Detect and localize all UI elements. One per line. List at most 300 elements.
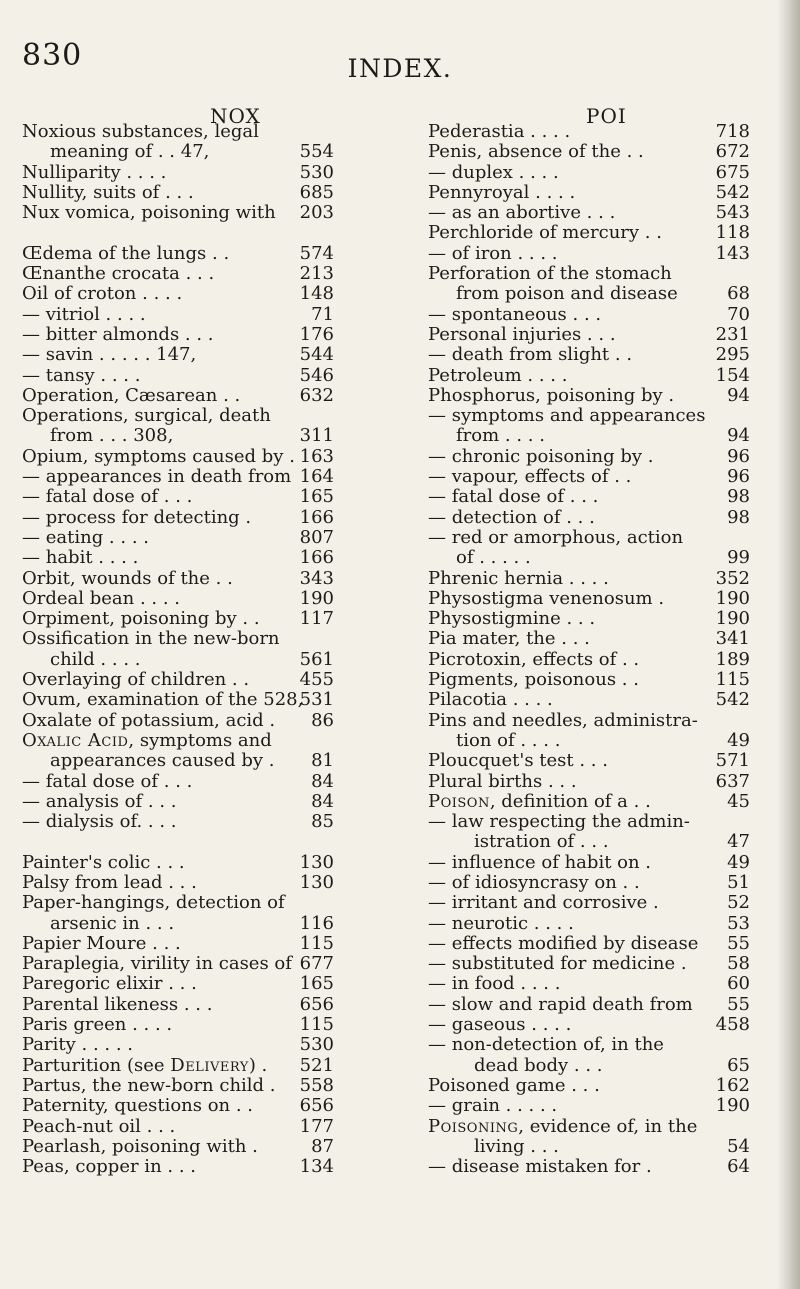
- index-entry: [22, 893, 334, 913]
- entry-page: 231: [715, 323, 750, 345]
- right-index-column: [428, 122, 750, 1177]
- entry-text: Phrenic hernia . . . .: [428, 567, 609, 589]
- index-entry: [428, 711, 750, 731]
- entry-page: 685: [299, 181, 334, 203]
- entry-page: 49: [727, 851, 750, 873]
- entry-page: 189: [715, 648, 750, 670]
- entry-text: — appearances in death from: [22, 466, 292, 488]
- entry-page: 55: [727, 932, 750, 954]
- index-entry: [428, 386, 750, 406]
- entry-page: 81: [311, 750, 334, 772]
- entry-text: Perforation of the stomach: [428, 263, 672, 285]
- index-entry: [428, 893, 750, 913]
- entry-page: 134: [299, 1156, 334, 1178]
- entry-text: Pilacotia . . . .: [428, 689, 553, 711]
- entry-page: 85: [311, 811, 334, 833]
- entry-page: 70: [727, 303, 750, 325]
- entry-text: — neurotic . . . .: [428, 912, 574, 934]
- entry-page: 55: [727, 993, 750, 1015]
- entry-page: 574: [299, 242, 334, 264]
- index-entry: [22, 609, 334, 629]
- entry-text: — slow and rapid death from: [428, 993, 693, 1015]
- index-entry: [428, 772, 750, 792]
- index-entry: [428, 1056, 750, 1076]
- index-entry: [22, 772, 334, 792]
- index-entry: [428, 934, 750, 954]
- index-entry: [428, 609, 750, 629]
- entry-text: — savin . . . . . 147,: [22, 344, 197, 366]
- entry-text: Ploucquet's test . . .: [428, 750, 608, 772]
- entry-text: Ossification in the new-born: [22, 628, 280, 650]
- left-column-head: NOX: [210, 104, 261, 128]
- entry-page: 542: [715, 689, 750, 711]
- entry-page: 554: [299, 141, 334, 163]
- index-entry: [428, 203, 750, 223]
- index-entry: [22, 122, 334, 142]
- entry-page: 718: [715, 121, 750, 142]
- entry-page: 64: [727, 1156, 750, 1178]
- entry-text: Pins and needles, administra-: [428, 709, 698, 731]
- index-entry: [428, 305, 750, 325]
- entry-text: Phosphorus, poisoning by .: [428, 384, 675, 406]
- entry-text: Orbit, wounds of the . .: [22, 567, 233, 589]
- page-edge-shadow: [778, 0, 800, 1289]
- index-entry: [428, 548, 750, 568]
- index-entry: [428, 670, 750, 690]
- entry-text: Parity . . . . .: [22, 1034, 134, 1056]
- index-entry: [428, 690, 750, 710]
- index-entry: [22, 528, 334, 548]
- entry-page: 71: [311, 303, 334, 325]
- index-entry: [22, 325, 334, 345]
- entry-page: 52: [727, 892, 750, 914]
- index-entry: [22, 670, 334, 690]
- entry-text: appearances caused by .: [50, 750, 275, 772]
- entry-page: 47: [727, 831, 750, 853]
- index-entry: [22, 508, 334, 528]
- entry-page: 546: [299, 364, 334, 386]
- entry-page: 164: [299, 466, 334, 488]
- entry-text: Penis, absence of the . .: [428, 141, 644, 163]
- entry-page: 543: [715, 202, 750, 224]
- entry-text: — fatal dose of . . .: [428, 486, 599, 508]
- index-entry: [428, 589, 750, 609]
- entry-text: Oxalate of potassium, acid .: [22, 709, 276, 731]
- index-entry: [22, 589, 334, 609]
- index-entry: [428, 447, 750, 467]
- index-entry: [428, 366, 750, 386]
- index-entry: [428, 792, 750, 812]
- entry-text: Papier Moure . . .: [22, 932, 181, 954]
- entry-text: Physostigmine . . .: [428, 608, 596, 630]
- entry-text: Oxalic Acid, symptoms and: [22, 729, 272, 751]
- entry-page: 166: [299, 547, 334, 569]
- index-entry: [428, 264, 750, 284]
- entry-page: 544: [299, 344, 334, 366]
- index-entry: [428, 832, 750, 852]
- index-entry: [22, 711, 334, 731]
- entry-page: 130: [299, 871, 334, 893]
- entry-text: Orpiment, poisoning by . .: [22, 608, 260, 630]
- entry-text: — eating . . . .: [22, 526, 149, 548]
- entry-text: — influence of habit on .: [428, 851, 652, 873]
- entry-text: — bitter almonds . . .: [22, 323, 214, 345]
- entry-text: — process for detecting .: [22, 506, 252, 528]
- entry-text: — tansy . . . .: [22, 364, 141, 386]
- entry-page: 165: [299, 973, 334, 995]
- index-entry: [22, 142, 334, 162]
- entry-text: Operation, Cæsarean . .: [22, 384, 241, 406]
- entry-page: 656: [299, 1095, 334, 1117]
- entry-text: — vitriol . . . .: [22, 303, 146, 325]
- index-entry: [428, 812, 750, 832]
- index-entry: [428, 731, 750, 751]
- index-entry: [22, 690, 334, 710]
- entry-text: — detection of . . .: [428, 506, 595, 528]
- index-entry: [428, 1117, 750, 1137]
- entry-page: 165: [299, 486, 334, 508]
- entry-page: 99: [727, 547, 750, 569]
- entry-text: Personal injuries . . .: [428, 323, 616, 345]
- entry-page: 455: [299, 669, 334, 691]
- index-entry: [22, 487, 334, 507]
- entry-text: — symptoms and appearances: [428, 405, 706, 427]
- index-entry: [22, 812, 334, 832]
- index-entry: [22, 914, 334, 934]
- entry-page: 190: [715, 587, 750, 609]
- entry-text: from poison and disease: [456, 283, 678, 305]
- entry-page: 656: [299, 993, 334, 1015]
- entry-text: — irritant and corrosive .: [428, 892, 659, 914]
- entry-text: — analysis of . . .: [22, 790, 177, 812]
- entry-text: Œnanthe crocata . . .: [22, 263, 215, 285]
- entry-page: 51: [727, 871, 750, 893]
- entry-page: 60: [727, 973, 750, 995]
- entry-text: — disease mistaken for .: [428, 1156, 652, 1178]
- index-entry: [428, 122, 750, 142]
- index-entry: [22, 163, 334, 183]
- entry-page: 143: [715, 242, 750, 264]
- entry-page: 190: [299, 587, 334, 609]
- entry-page: 84: [311, 790, 334, 812]
- entry-page: 96: [727, 445, 750, 467]
- running-head: INDEX.: [347, 54, 453, 83]
- entry-page: 558: [299, 1074, 334, 1096]
- right-column-head: POI: [586, 104, 627, 128]
- entry-text: Parturition (see Delivery) .: [22, 1054, 268, 1076]
- index-entry: [22, 467, 334, 487]
- entry-text: Pennyroyal . . . .: [428, 181, 576, 203]
- entry-text: Pederastia . . . .: [428, 121, 571, 142]
- index-entry: [428, 345, 750, 365]
- index-entry: [22, 1137, 334, 1157]
- index-entry: [22, 650, 334, 670]
- index-entry: [22, 629, 334, 649]
- entry-text: Overlaying of children . .: [22, 669, 250, 691]
- entry-page: 542: [715, 181, 750, 203]
- entry-page: 531: [299, 689, 334, 711]
- entry-page: 632: [299, 384, 334, 406]
- index-entry: [428, 528, 750, 548]
- entry-page: 341: [715, 628, 750, 650]
- entry-text: — effects modified by disease: [428, 932, 699, 954]
- entry-text: Ovum, examination of the 528,: [22, 689, 304, 711]
- entry-page: 98: [727, 486, 750, 508]
- entry-text: Pigments, poisonous . .: [428, 669, 639, 691]
- index-entry: [428, 1096, 750, 1116]
- entry-text: — red or amorphous, action: [428, 526, 684, 548]
- index-entry: [428, 406, 750, 426]
- entry-text: Picrotoxin, effects of . .: [428, 648, 640, 670]
- index-entry: [22, 792, 334, 812]
- index-entry: [22, 406, 334, 426]
- entry-page: 96: [727, 466, 750, 488]
- index-entry: [428, 1076, 750, 1096]
- index-entry: [428, 467, 750, 487]
- index-entry: [22, 751, 334, 771]
- entry-page: 54: [727, 1135, 750, 1157]
- entry-text: — spontaneous . . .: [428, 303, 602, 325]
- entry-page: 98: [727, 506, 750, 528]
- entry-text: — of iron . . . .: [428, 242, 558, 264]
- entry-text: Nullity, suits of . . .: [22, 181, 194, 203]
- entry-page: 176: [299, 323, 334, 345]
- entry-text: — law respecting the admin-: [428, 811, 690, 833]
- index-entry: [428, 1137, 750, 1157]
- index-entry: [22, 203, 334, 223]
- entry-text: istration of . . .: [474, 831, 609, 853]
- index-entry: [22, 731, 334, 751]
- entry-page: 675: [715, 161, 750, 183]
- entry-page: 68: [727, 283, 750, 305]
- entry-text: Plural births . . .: [428, 770, 577, 792]
- index-entry: [428, 1035, 750, 1055]
- entry-page: 94: [727, 384, 750, 406]
- entry-page: 86: [311, 709, 334, 731]
- entry-page: 177: [299, 1115, 334, 1137]
- index-entry: [428, 183, 750, 203]
- index-entry: [22, 569, 334, 589]
- entry-page: 677: [299, 953, 334, 975]
- entry-page: 521: [299, 1054, 334, 1076]
- index-entry: [22, 284, 334, 304]
- entry-text: tion of . . . .: [456, 729, 561, 751]
- index-entry: [428, 569, 750, 589]
- entry-page: 94: [727, 425, 750, 447]
- entry-page: 115: [299, 932, 334, 954]
- index-entry: [22, 426, 334, 446]
- index-entry: [428, 995, 750, 1015]
- index-entry: [22, 366, 334, 386]
- entry-page: 166: [299, 506, 334, 528]
- entry-text: — vapour, effects of . .: [428, 466, 632, 488]
- index-entry: [22, 548, 334, 568]
- entry-text: Pia mater, the . . .: [428, 628, 590, 650]
- index-entry: [428, 163, 750, 183]
- entry-page: 163: [299, 445, 334, 467]
- entry-text: Poisoned game . . .: [428, 1074, 600, 1096]
- entry-page: 295: [715, 344, 750, 366]
- entry-page: 352: [715, 567, 750, 589]
- entry-text: Noxious substances, legal: [22, 121, 259, 142]
- index-entry: [428, 650, 750, 670]
- entry-text: — death from slight . .: [428, 344, 633, 366]
- entry-text: arsenic in . . .: [50, 912, 175, 934]
- entry-text: — in food . . . .: [428, 973, 561, 995]
- index-entry: [22, 1076, 334, 1096]
- entry-text: child . . . .: [50, 648, 141, 670]
- index-entry: [22, 954, 334, 974]
- entry-page: 530: [299, 161, 334, 183]
- entry-text: — gaseous . . . .: [428, 1014, 572, 1036]
- entry-text: — habit . . . .: [22, 547, 139, 569]
- index-entry: [428, 487, 750, 507]
- entry-page: 116: [299, 912, 334, 934]
- entry-page: 343: [299, 567, 334, 589]
- entry-page: 115: [299, 1014, 334, 1036]
- entry-page: 637: [715, 770, 750, 792]
- entry-text: Œdema of the lungs . .: [22, 242, 230, 264]
- entry-page: 53: [727, 912, 750, 934]
- entry-text: living . . .: [474, 1135, 559, 1157]
- index-entry: [22, 244, 334, 264]
- entry-text: Oil of croton . . . .: [22, 283, 183, 305]
- entry-text: Paregoric elixir . . .: [22, 973, 197, 995]
- index-entry: [428, 325, 750, 345]
- entry-text: Painter's colic . . .: [22, 851, 185, 873]
- index-entry: [22, 447, 334, 467]
- index-entry: [428, 223, 750, 243]
- index-entry: [428, 284, 750, 304]
- entry-page: 672: [715, 141, 750, 163]
- entry-text: Ordeal bean . . . .: [22, 587, 181, 609]
- entry-page: 458: [715, 1014, 750, 1036]
- index-entry: [428, 244, 750, 264]
- entry-text: Nux vomica, poisoning with: [22, 202, 276, 224]
- index-entry: [428, 751, 750, 771]
- index-entry: [22, 386, 334, 406]
- entry-page: 117: [299, 608, 334, 630]
- entry-page: 130: [299, 851, 334, 873]
- entry-text: Poisoning, evidence of, in the: [428, 1115, 698, 1137]
- entry-page: 530: [299, 1034, 334, 1056]
- entry-page: 65: [727, 1054, 750, 1076]
- entry-page: 49: [727, 729, 750, 751]
- entry-text: Opium, symptoms caused by .: [22, 445, 295, 467]
- entry-text: Peach-nut oil . . .: [22, 1115, 176, 1137]
- entry-text: — non-detection of, in the: [428, 1034, 664, 1056]
- index-entry: [428, 142, 750, 162]
- entry-text: Poison, definition of a . .: [428, 790, 651, 812]
- index-entry: [22, 183, 334, 203]
- index-entry: [428, 974, 750, 994]
- entry-text: Nulliparity . . . .: [22, 161, 167, 183]
- index-entry: [428, 508, 750, 528]
- entry-text: Perchloride of mercury . .: [428, 222, 662, 244]
- entry-text: of . . . . .: [456, 547, 531, 569]
- entry-text: — of idiosyncrasy on . .: [428, 871, 640, 893]
- entry-text: — grain . . . . .: [428, 1095, 558, 1117]
- index-entry: [22, 934, 334, 954]
- index-entry: [22, 873, 334, 893]
- entry-page: 311: [299, 425, 334, 447]
- entry-text: — fatal dose of . . .: [22, 770, 193, 792]
- entry-page: 213: [299, 263, 334, 285]
- index-entry: [22, 995, 334, 1015]
- entry-page: 203: [299, 202, 334, 224]
- index-entry: [428, 853, 750, 873]
- index-entry: [22, 1035, 334, 1055]
- entry-page: 807: [299, 526, 334, 548]
- entry-text: Paternity, questions on . .: [22, 1095, 254, 1117]
- entry-text: Paris green . . . .: [22, 1014, 173, 1036]
- entry-page: 162: [715, 1074, 750, 1096]
- entry-text: Paraplegia, virility in cases of: [22, 953, 292, 975]
- entry-text: Operations, surgical, death: [22, 405, 271, 427]
- entry-text: Physostigma venenosum .: [428, 587, 665, 609]
- entry-text: — chronic poisoning by .: [428, 445, 654, 467]
- entry-page: 87: [311, 1135, 334, 1157]
- entry-text: — dialysis of. . . .: [22, 811, 177, 833]
- entry-page: 84: [311, 770, 334, 792]
- entry-text: from . . . 308,: [50, 425, 174, 447]
- entry-page: 58: [727, 953, 750, 975]
- entry-text: Pearlash, poisoning with .: [22, 1135, 258, 1157]
- entry-page: 190: [715, 1095, 750, 1117]
- entry-page: 118: [715, 222, 750, 244]
- entry-page: 561: [299, 648, 334, 670]
- index-entry: [22, 345, 334, 365]
- entry-text: Peas, copper in . . .: [22, 1156, 196, 1178]
- entry-page: 154: [715, 364, 750, 386]
- entry-page: 190: [715, 608, 750, 630]
- index-entry: [22, 1157, 334, 1177]
- entry-page: 571: [715, 750, 750, 772]
- entry-text: Paper-hangings, detection of: [22, 892, 285, 914]
- index-entry: [22, 974, 334, 994]
- index-entry: [22, 1056, 334, 1076]
- index-entry: [428, 426, 750, 446]
- entry-text: — fatal dose of . . .: [22, 486, 193, 508]
- index-entry: [428, 629, 750, 649]
- index-entry: [22, 1015, 334, 1035]
- left-index-column: [22, 122, 334, 1177]
- entry-text: Parental likeness . . .: [22, 993, 213, 1015]
- entry-text: meaning of . . 47,: [50, 141, 210, 163]
- entry-page: 115: [715, 669, 750, 691]
- index-entry: [428, 873, 750, 893]
- entry-text: — duplex . . . .: [428, 161, 559, 183]
- entry-text: — as an abortive . . .: [428, 202, 616, 224]
- entry-text: from . . . .: [456, 425, 545, 447]
- index-entry: [428, 1157, 750, 1177]
- index-entry: [22, 264, 334, 284]
- entry-text: Partus, the new-born child .: [22, 1074, 276, 1096]
- entry-text: Palsy from lead . . .: [22, 871, 197, 893]
- page-number: 830: [22, 38, 83, 73]
- index-entry: [22, 305, 334, 325]
- entry-page: 148: [299, 283, 334, 305]
- index-entry: [22, 853, 334, 873]
- entry-text: — substituted for medicine .: [428, 953, 687, 975]
- entry-page: 45: [727, 790, 750, 812]
- entry-text: Petroleum . . . .: [428, 364, 568, 386]
- index-entry: [428, 954, 750, 974]
- index-entry: [22, 1117, 334, 1137]
- index-entry: [22, 1096, 334, 1116]
- entry-text: dead body . . .: [474, 1054, 603, 1076]
- index-entry: [428, 914, 750, 934]
